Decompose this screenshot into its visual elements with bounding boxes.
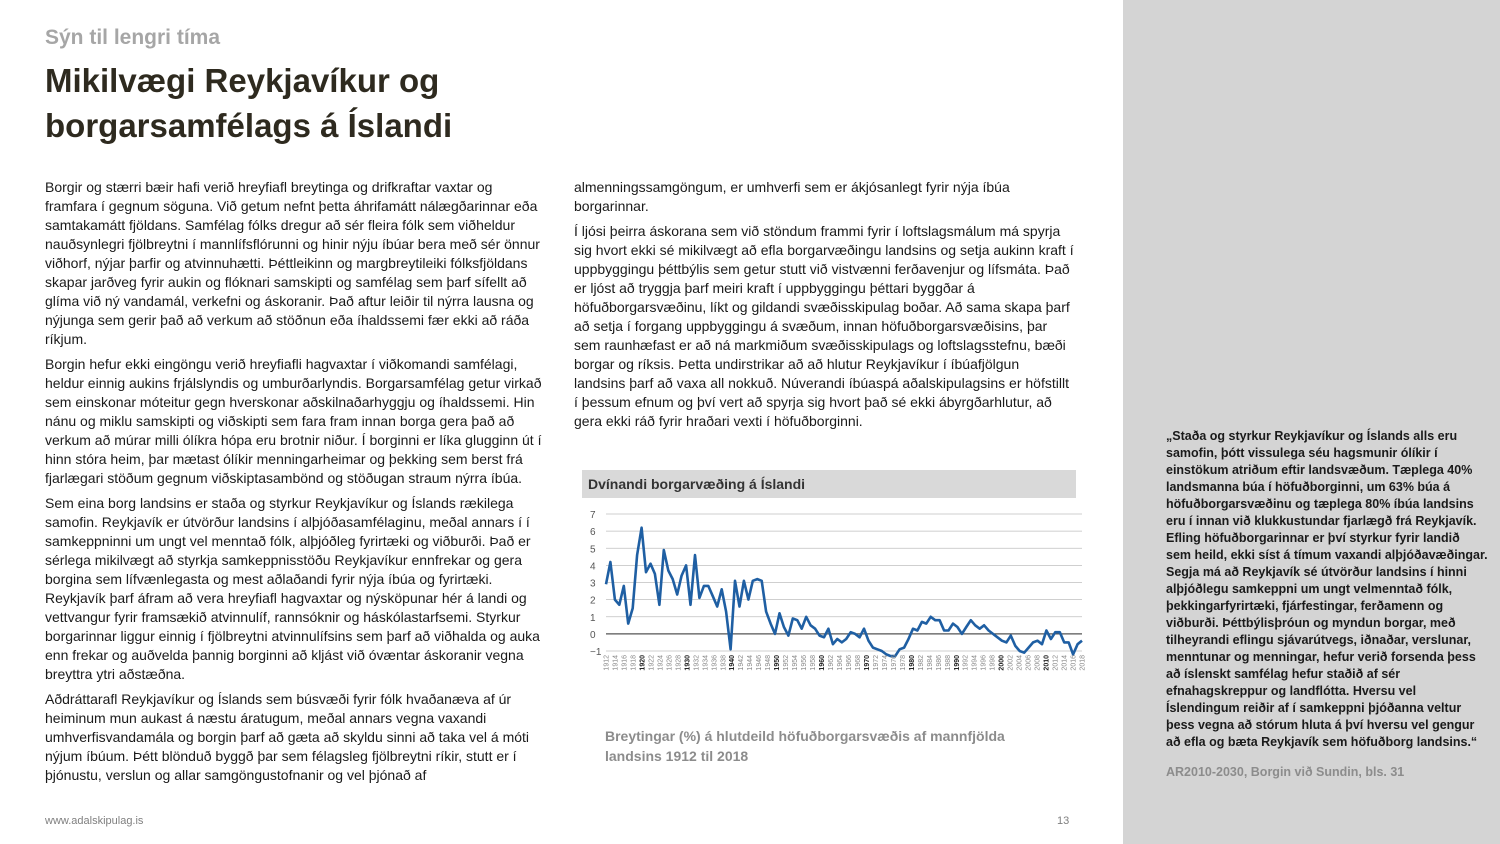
x-tick-label: 1996 <box>980 655 988 671</box>
y-tick-label: 2 <box>590 595 596 607</box>
y-tick-label: 1 <box>590 612 596 624</box>
x-tick-label: 1920 <box>639 655 647 671</box>
x-tick-label: 1998 <box>989 655 997 671</box>
chart-title-bar <box>582 470 1076 498</box>
chart-plot <box>582 504 1092 718</box>
paragraph: Sem eina borg landsins er staða og styrkur Reykjavíkur og Íslands rækilega samofin. Reykjavík er útvörður landsins í alþjóðasamfélaginu, meðal annars í í samkeppninni um ungt vel menntað fólk, alþjóðleg fyrirtæki og viðburði. Það er sérlega mikilvægt að styrkja samkeppnisstöðu Reykjavíkur ennfrekar og gera borgina sem lífvænlegasta og mest aðlaðandi fyrir nýja íbúa og fyrirtæki. Reykjavík þarf áfram að vera hreyfiafl hagvaxtar og nýsköpunar hér á landi og vettvangur fyrir framsækið atvinnulíf, rannsóknir og háskólastarfsemi. Styrkur borgarinnar liggur einnig í fjölbreytni atvinnulífsins sem þarf að viðhalda og auka enn frekar og auðvelda þannig borginni að kljást við óvæntar áskoranir vegna breyttra ytri aðstæðna. <box>45 495 540 682</box>
x-tick-label: 2000 <box>998 655 1006 671</box>
x-tick-label: 1956 <box>801 655 809 671</box>
y-tick-label: 7 <box>590 510 596 521</box>
x-tick-label: 1928 <box>675 655 683 671</box>
x-tick-label: 1970 <box>864 655 871 671</box>
x-tick-label: 2006 <box>1025 655 1033 671</box>
x-tick-label: 1940 <box>729 655 737 671</box>
urbanization-chart <box>582 470 1094 770</box>
x-tick-label: 1962 <box>828 655 835 671</box>
x-tick-label: 1932 <box>693 655 701 671</box>
x-tick-label: 2018 <box>1079 655 1087 671</box>
x-tick-label: 1972 <box>872 655 880 671</box>
y-tick-label: −1 <box>590 647 602 658</box>
x-tick-label: 1960 <box>819 655 826 671</box>
chart-caption: Breytingar (%) á hlutdeild höfuðborgarsvæðis af mannfjölda landsins 1912 til 2018 <box>605 728 1005 764</box>
x-tick-label: 1930 <box>684 655 692 671</box>
x-tick-label: 1946 <box>756 655 764 671</box>
x-tick-label: 1966 <box>846 655 853 671</box>
quote-source: AR2010-2030, Borgin við Sundin, bls. 31 <box>1166 765 1405 779</box>
x-tick-label: 1986 <box>935 655 943 671</box>
x-tick-label: 1950 <box>774 655 782 671</box>
x-tick-label: 2012 <box>1052 655 1060 671</box>
x-tick-label: 1978 <box>899 655 907 671</box>
x-tick-label: 1958 <box>810 655 818 671</box>
x-tick-label: 1980 <box>908 655 916 671</box>
x-tick-label: 1988 <box>944 655 952 671</box>
x-tick-label: 2016 <box>1070 655 1078 671</box>
x-tick-label: 2014 <box>1061 655 1069 671</box>
y-tick-label: 6 <box>590 527 596 539</box>
x-tick-label: 1994 <box>971 655 979 671</box>
x-tick-label: 1992 <box>962 655 970 671</box>
x-tick-label: 1944 <box>747 655 755 671</box>
y-tick-label: 3 <box>590 578 596 590</box>
text-column-right <box>574 178 1074 437</box>
paragraph: Í ljósi þeirra áskorana sem við stöndum frammi fyrir í loftslagsmálum má spyrja sig hvort ekki sé mikilvægt að efla borgarvæðingu landsins og setja aukinn kraft í uppbyggingu þéttbýlis sem getur stutt við vistvænni ferðavenjur og lífsmáta. Það er ljóst að tryggja þarf meiri kraft í uppbyggingu þéttari byggðar á höfuðborgarsvæðinu, líkt og gildandi svæðisskipulag boðar. Að sama skapa þarf að setja í forgang uppbyggingu á svæðum, innan höfuðborgarsvæðisins, þar sem raunhæfast er að ná markmiðum svæðisskipulags og loftslagsstefnu, bæði borgar og ríksis. Þetta undirstrikar að að hlutur Reykjavíkur í íbúafjölgun landsins þarf að vaxa all nokkuð. Núverandi íbúaspá aðalskipulagsins er höfstillt í þessum efnum og því vert að spyrja sig hvort það sé ekki ábyrgðarhlutur, að gera ekki ráð fyrir hraðari vexti í höfuðborginni. <box>574 223 1074 429</box>
page-number: 13 <box>1057 815 1070 827</box>
x-tick-label: 1936 <box>711 655 719 671</box>
x-tick-label: 2004 <box>1016 655 1024 671</box>
x-tick-label: 1926 <box>666 655 674 671</box>
x-tick-label: 1952 <box>783 655 791 671</box>
x-tick-label: 1954 <box>792 655 800 671</box>
text-column-left <box>45 178 545 791</box>
paragraph: Aðdráttarafl Reykjavíkur og Íslands sem búsvæði fyrir fólk hvaðanæva af úr heiminum mun aukast á næstu áratugum, meðal annars vegna vaxandi umhverfisvandamála og borgin þarf að gæta að skyldu sinni að taka vel á móti nýjum íbúum. Þétt blönduð byggð þar sem félagsleg fjölbreytni ríkir, stutt er í þjónustu, verslun og allar samgöngustofnanir og vel þjónað af <box>45 691 530 783</box>
paragraph: Borgin hefur ekki eingöngu verið hreyfiafli hagvaxtar í viðkomandi samfélagi, heldur einnig aukins frjálslyndis og umburðarlyndis. Borgarsamfélag getur virkað sem einskonar móteitur gegn hverskonar aðskilnaðarhyggju og íhaldssemi. Hin nánu og miklu samskipti og viðskipti sem fara fram innan borga gera það að verkum að múrar milli ólíkra hópa eru brotnir niður. Í borginni er líka glugginn út í hinn stóra heim, þar mætast ólíkir menningarheimar og þekking sem berst frá fjarlægari stöðum gegnum viðskiptasambönd og stöðugan straum nýrra íbúa. <box>45 356 542 486</box>
section-kicker: Sýn til lengri tíma <box>45 26 221 49</box>
x-tick-label: 1934 <box>702 655 710 671</box>
x-tick-label: 1916 <box>621 655 629 671</box>
x-tick-label: 1982 <box>917 655 925 671</box>
x-tick-label: 1984 <box>926 655 934 671</box>
x-tick-label: 1938 <box>720 655 728 671</box>
x-tick-label: 1924 <box>657 655 665 671</box>
footer-url: www.adalskipulag.is <box>45 815 144 827</box>
paragraph: Borgir og stærri bæir hafi verið hreyfiafl breytinga og drifkraftar vaxtar og framfara í gegnum söguna. Við getum nefnt þetta áhrifamátt nálægðarinnar eða samtakamátt fjöldans. Samfélag fólks dregur að sér fleira fólk sem viðheldur nauðsynlegri fjölbreytni í mannlífsflórunni og hinir nýju íbúar bera með sér önnur viðhorf, nýjar þarfir og atvinnuhætti. Þéttleikinn og margbreytileiki fólksfjöldans skapar jarðveg fyrir aukin og flóknari samskipti og samfélag sem þarf sífellt að glíma við ný vandamál, verkefni og áskoranir. Það aftur leiðir til nýrra lausna og nýjunga sem gerir það að verkum að stöðnun eða íhaldssemi fær ekki að ráða ríkjum. <box>45 179 540 347</box>
y-tick-label: 5 <box>590 544 596 556</box>
x-tick-label: 1914 <box>612 655 620 671</box>
x-tick-label: 1990 <box>953 655 961 671</box>
x-tick-label: 2010 <box>1043 655 1051 671</box>
page-title: Mikilvægi Reykjavíkur og borgarsamfélags á Íslandi <box>45 62 453 144</box>
x-tick-label: 1912 <box>603 655 611 671</box>
x-tick-label: 1976 <box>890 655 898 671</box>
x-tick-label: 2002 <box>1007 655 1015 671</box>
sidebar-quote: „Staða og styrkur Reykjavíkur og Íslands alls eru samofin, þótt vissulega séu hagsmunir ólíkir í einstökum atriðum eftir landsvæðum. Tæplega 40% landsmanna búa í höfuðborginni, um 63% búa á höfuðborgarsvæðinu og tæplega 80% íbúa landsins eru í innan við klukkustundar fjarlægð frá Reykjavík. Efling höfuðborgarinnar er því styrkur fyrir landið sem heild, ekki síst á tímum vaxandi alþjóðavæðingar. Segja má að Reykjavík sé útvörður landsins í hinni alþjóðlegu samkeppni um ungt velmenntað fólk, þekkingarfyrirtæki, fjárfestingar, ferðamenn og viðburði. Þéttbýlisþróun og myndun borgar, með tilheyrandi eflingu sjávarútvegs, iðnaðar, verslunar, menntunar og menningar, hefur verið forsenda þess að íslenskt samfélag hefur staðið af sér efnahagskreppur og landflótta. Hversu vel Íslendingum reiðir af í samkeppni þjóðanna veltur þess vegna að stórum hluta á því hversu vel gengur að efla og bæta Reykjavík sem höfuðborg landsins.“ <box>1166 429 1488 749</box>
x-tick-label: 1922 <box>648 655 656 671</box>
x-tick-label: 1974 <box>881 655 889 671</box>
y-tick-label: 4 <box>590 561 596 573</box>
x-tick-label: 1968 <box>855 655 862 671</box>
y-tick-label: 0 <box>590 629 596 641</box>
x-tick-label: 2008 <box>1034 655 1042 671</box>
chart-title: Dvínandi borgarvæðing á Íslandi <box>588 476 806 492</box>
x-tick-label: 1964 <box>837 655 844 671</box>
series-line <box>606 528 1082 656</box>
x-tick-label: 1918 <box>630 655 638 671</box>
x-tick-label: 1942 <box>738 655 746 671</box>
x-tick-label: 1948 <box>765 655 773 671</box>
paragraph: almenningssamgöngum, er umhverfi sem er ákjósanlegt fyrir nýja íbúa borgarinnar. <box>574 179 1010 214</box>
